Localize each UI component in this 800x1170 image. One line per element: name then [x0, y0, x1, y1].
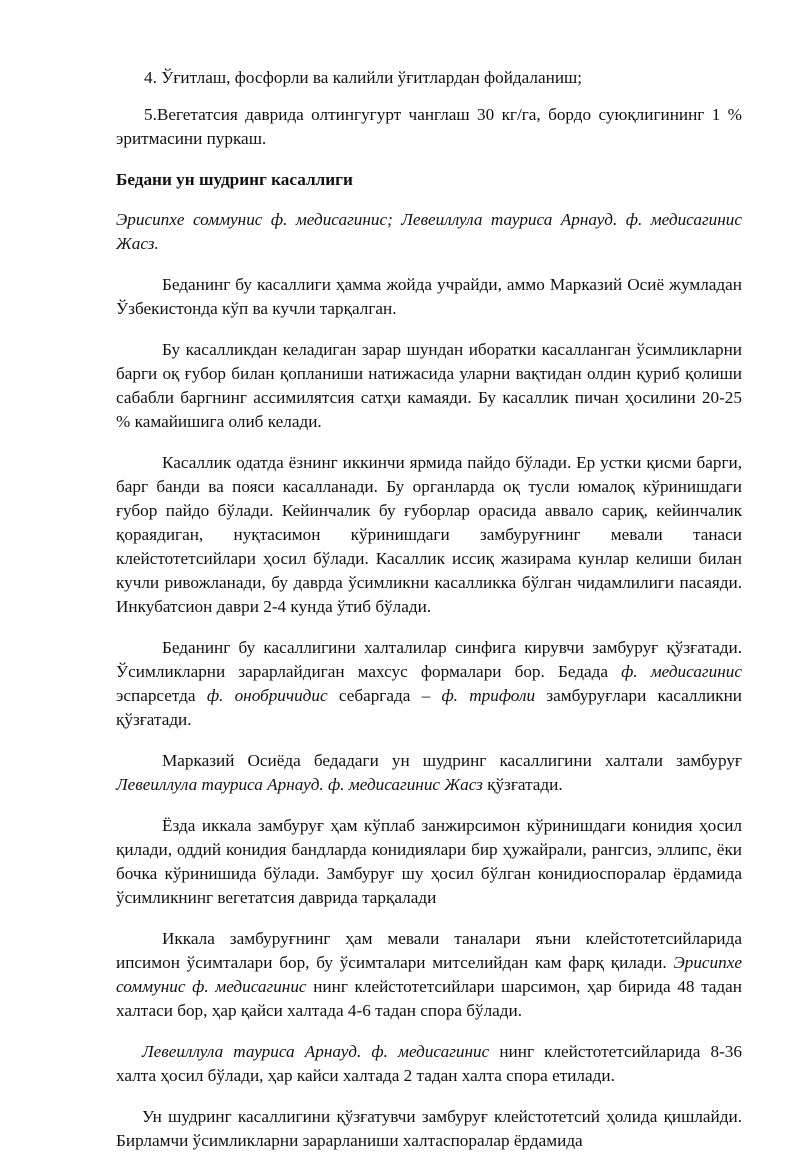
paragraph-central-asia: [116, 749, 742, 797]
paragraph-leveillula: [116, 1040, 742, 1088]
text-run: Иккала замбуруғнинг ҳам мевали таналари яъни клейстотетсийларида ипсимон ўсимталари бор, бу ўсимталари митселийдан кам фарқ қилади.: [116, 929, 742, 972]
italic-term: Левеиллула тауриса Арнауд. ф. медисагинис: [142, 1042, 490, 1061]
paragraph-fruiting-bodies: [116, 927, 742, 1023]
paragraph-damage: Бу касалликдан келадиган зарар шундан иборатки касалланган ўсимликларни барги оқ ғубор билан қопланиши натижасида уларни вақтидан олдин қуриб қолиши сабабли баргнинг ассимилятсия сатҳи камаяди. Бу касаллик пичан ҳосилини 20-25 % камайишига олиб келади.: [116, 340, 742, 431]
text-run: эспарсетда: [116, 686, 207, 705]
paragraph-pathogen-forms: [116, 636, 742, 732]
paragraph-symptoms: Касаллик одатда ёзнинг иккинчи ярмида пайдо бўлади. Ер устки қисми барги, барг банди ва пояси касалланади. Бу органларда оқ тусли юмалоқ кўринишдаги ғубор пайдо бўлади. Кейинчалик бу ғуборлар орасида аввало сариқ, кейинчалик қораядиган, нуқтасимон кўринишдаги замбуруғнинг мевали танаси клейстотетсийлари ҳосил бўлади. Касаллик иссиқ жазирама кунлар келиши билан кучли ривожланади, бу даврда ўсимликни касалликка бўлган чидамлилиги пасаяди. Инкубатсион даври 2-4 кунда ўтиб бўлади.: [116, 453, 742, 616]
italic-term: Эрисипхе соммунис ф. медисагинис: [116, 953, 742, 996]
text-run: Марказий Осиёда бедадаги ун шудринг касаллигини халтали замбуруғ: [162, 751, 742, 770]
text-run: Беданинг бу касаллигини халталилар синфига кирувчи замбуруғ қўзғатади. Ўсимликларни зарарлайдиган махсус формалари бор. Бедада: [116, 638, 742, 681]
list-item-5: 5.Вегетатсия даврида олтингугурт чанглаш 30 кг/га, бордо суюқлигининг 1 % эритмасини пуркаш.: [116, 105, 742, 148]
italic-term: ф. трифоли: [441, 686, 536, 705]
paragraph-overwintering: Ун шудринг касаллигини қўзғатувчи замбуруғ клейстотетсий ҳолида қишлайди. Бирламчи ўсимликларни зарарланиши халтаспоралар ёрдамида: [116, 1107, 742, 1150]
paragraph-conidia: Ёзда иккала замбуруғ ҳам кўплаб занжирсимон кўринишдаги конидия ҳосил қилади, оддий конидия бандларда конидиялари бир ҳужайрали, рангсиз, эллипс, ёки бочка кўринишида бўлади. Замбуруғ шу ҳосил бўлган конидиоспоралар ёрдамида ўсимликнинг вегетатсия даврида тарқалади: [116, 816, 742, 907]
italic-term: Левеиллула тауриса Арнауд. ф. медисагинис Жасз: [116, 775, 483, 794]
italic-term: ф. онобричидис: [206, 686, 328, 705]
text-run: себаргада –: [327, 686, 442, 705]
list-item-4: 4. Ўғитлаш, фосфорли ва калийли ўғитлардан фойдаланиш;: [144, 68, 583, 87]
text-run: нинг клейстотетсийларида 8-36 халта ҳосил бўлади, ҳар кайси халтада 2 тадан халта спора етилади.: [116, 1042, 742, 1085]
section-heading: Бедани ун шудринг касаллиги: [116, 170, 353, 189]
text-run: нинг клейстотетсийлари шарсимон, ҳар бирида 48 тадан халтаси бор, ҳар қайси халтада 4-6 тадан спора бўлади.: [116, 977, 742, 1020]
text-run: қўзғатади.: [482, 775, 563, 794]
text-run: замбуруғлари касалликни қўзғатади.: [116, 686, 742, 729]
document-page: [116, 66, 742, 1170]
latin-pathogen-names: Эрисипхе соммунис ф. медисагинис; Левеиллула тауриса Арнауд. ф. медисагинис Жасз.: [116, 210, 742, 253]
paragraph-distribution: Беданинг бу касаллиги ҳамма жойда учрайди, аммо Марказий Осиё жумладан Ўзбекистонда кўп ва кучли тарқалган.: [116, 275, 742, 318]
italic-term: ф. медисагинис: [621, 662, 742, 681]
